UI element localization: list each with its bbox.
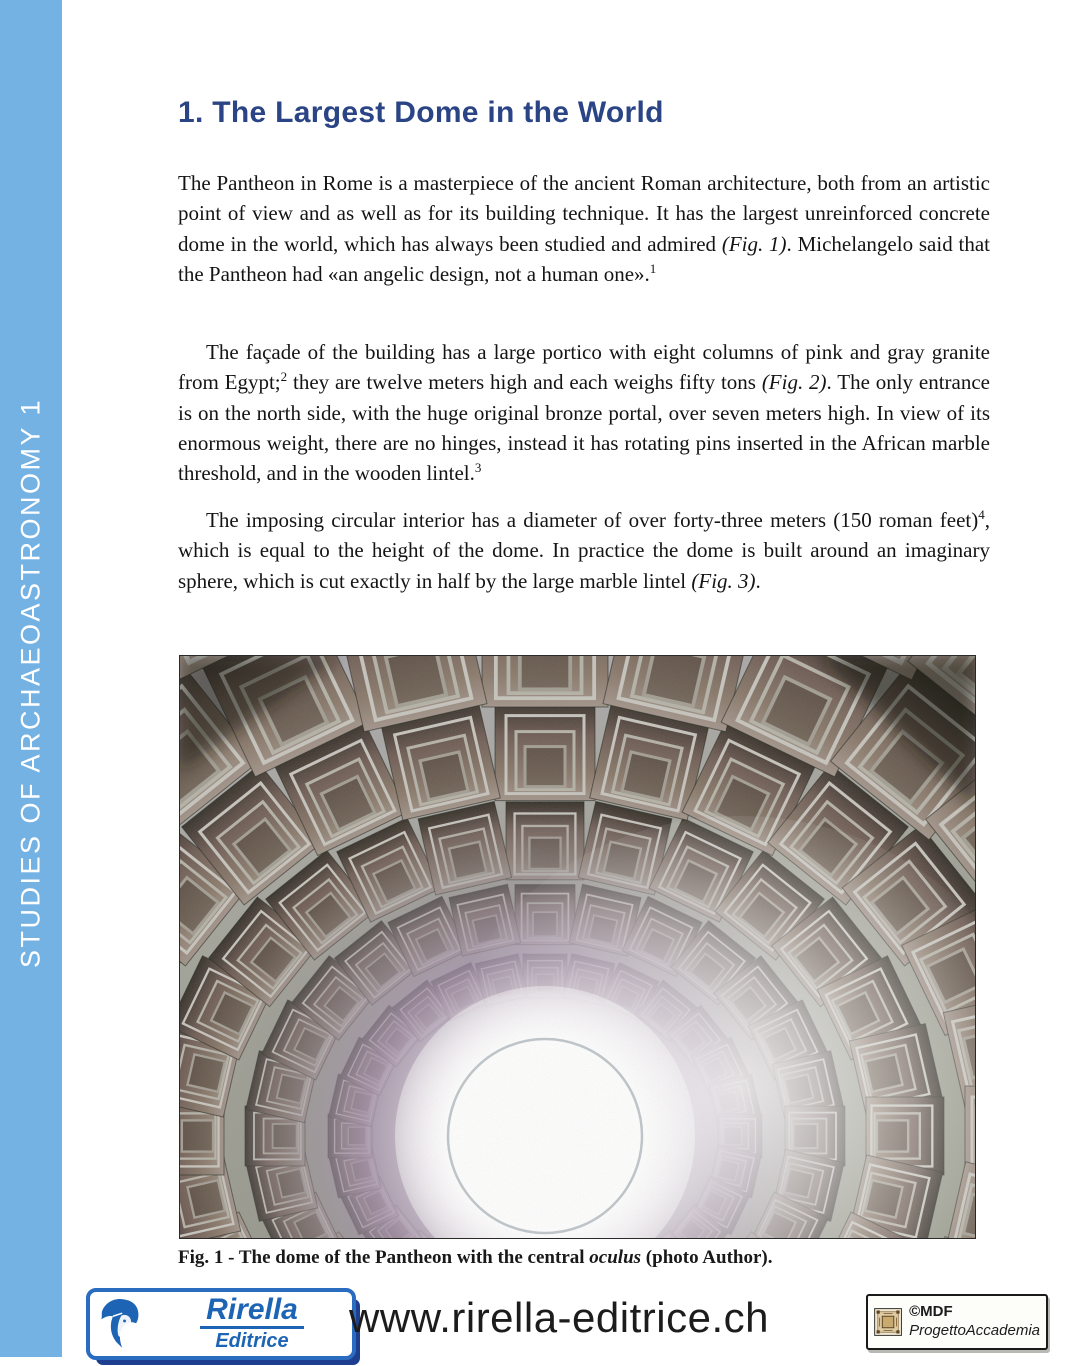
figure-caption: Fig. 1 - The dome of the Pantheon with the central oculus (photo Author). <box>178 1247 773 1268</box>
credit-progetto: ProgettoAccademia <box>909 1322 1040 1339</box>
website-url: www.rirella-editrice.ch <box>349 1294 769 1341</box>
paragraph-2: The façade of the building has a large portico with eight columns of pink and gray granite from Egypt;$^2$ they are twelve meters high and each weighs fifty tons (Fig. 2). The only entrance is on the north side, with the huge original bronze portal, over seven meters high. In view of its enormous weight, there are no hinges, instead it has rotating pins inserted in the African marble threshold, and in the wooden lintel.$^3$ <box>178 340 990 486</box>
mosaic-stamp-icon <box>874 1303 902 1341</box>
photo-grain <box>180 656 975 1238</box>
page-title: 1. The Largest Dome in the World <box>178 96 664 129</box>
credit-badge <box>866 1294 1048 1350</box>
paragraph-1: The Pantheon in Rome is a masterpiece of the ancient Roman architecture, both from an artistic point of view and as well as for its building technique. It has the largest unreinforced concrete dome in the world, which has always been studied and admired (Fig. 1). Michelangelo said that the Pantheon had «an angelic design, not a human one».$^1$ <box>178 171 990 286</box>
athena-head-icon <box>96 1295 150 1353</box>
publisher-name: Rirella <box>200 1295 304 1329</box>
credit-mdf: ©MDF <box>909 1303 953 1321</box>
pantheon-dome-photo <box>180 656 975 1238</box>
figure-dome-photo <box>179 655 976 1239</box>
publisher-subtitle: Editrice <box>215 1330 289 1352</box>
series-sidebar <box>0 0 62 1357</box>
paragraph-3: The imposing circular interior has a diameter of over forty-three meters (150 roman feet)$^4$, which is equal to the height of the dome. In practice the dome is built around an imaginary sphere, which is cut exactly in half by the large marble lintel (Fig. 3). <box>178 507 990 593</box>
series-title: STUDIES OF ARCHAEOASTRONOMY 1 <box>15 397 46 969</box>
publisher-logo <box>86 1288 356 1360</box>
